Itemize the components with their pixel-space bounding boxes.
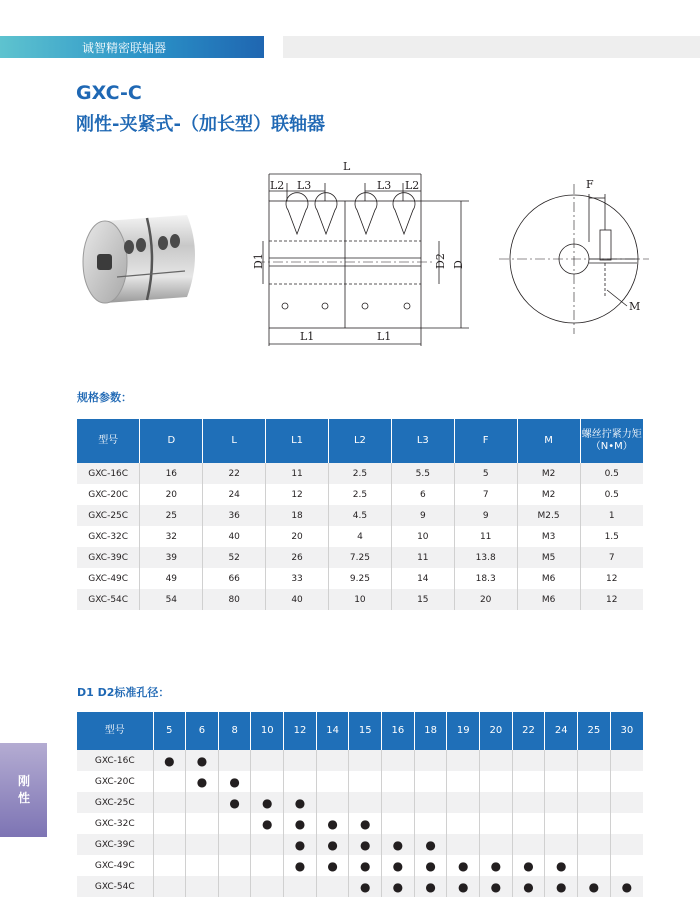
bore-cell-empty [349, 771, 382, 792]
spec-cell-L2: 4.5 [329, 505, 392, 526]
bore-available-dot: ● [186, 750, 219, 771]
bore-header-size: 25 [578, 712, 611, 750]
bore-available-dot: ● [545, 876, 578, 897]
bore-available-dot: ● [218, 771, 251, 792]
bore-cell-empty [316, 792, 349, 813]
spec-header-M: M [517, 419, 580, 463]
spec-cell-M: M6 [517, 568, 580, 589]
dim-label-F: F [586, 178, 594, 191]
bore-cell-empty [284, 876, 317, 897]
bore-cell-empty [251, 855, 284, 876]
bore-cell-model: GXC-25C [77, 792, 153, 813]
bore-cell-empty [610, 813, 643, 834]
spec-cell-model: GXC-54C [77, 589, 140, 610]
bore-cell-empty [382, 813, 415, 834]
bore-available-dot: ● [578, 876, 611, 897]
spec-header-model: 型号 [77, 419, 140, 463]
bore-header-size: 20 [480, 712, 513, 750]
spec-header-D: D [140, 419, 203, 463]
dim-label-L2-left: L2 [270, 179, 285, 192]
bore-cell-empty [480, 813, 513, 834]
bore-section-title: D1 D2标准孔径： [77, 686, 170, 699]
bore-cell-empty [447, 813, 480, 834]
spec-cell-L: 36 [203, 505, 266, 526]
bore-cell-empty [218, 813, 251, 834]
spec-cell-L3: 6 [391, 484, 454, 505]
bore-cell-empty [512, 813, 545, 834]
bore-cell-empty [610, 855, 643, 876]
spec-cell-F: 18.3 [454, 568, 517, 589]
dim-label-L2-right: L2 [405, 179, 420, 192]
dim-label-L1-right: L1 [377, 330, 392, 343]
bore-cell-empty [578, 813, 611, 834]
bore-row [77, 750, 643, 771]
bore-cell-empty [610, 771, 643, 792]
bore-header-model: 型号 [77, 712, 153, 750]
spec-cell-F: 20 [454, 589, 517, 610]
bore-cell-empty [414, 771, 447, 792]
bore-row [77, 771, 643, 792]
dim-label-D2: D2 [434, 253, 447, 269]
bore-cell-empty [480, 771, 513, 792]
spec-cell-D: 16 [140, 463, 203, 484]
product-name: 刚性-夹紧式-（加长型）联轴器 [76, 114, 325, 135]
bore-header-size: 16 [382, 712, 415, 750]
spec-cell-F: 9 [454, 505, 517, 526]
dim-label-M: M [629, 300, 641, 313]
spec-cell-D: 32 [140, 526, 203, 547]
bore-cell-empty [578, 792, 611, 813]
spec-cell-torque: 1 [580, 505, 643, 526]
spec-cell-L1: 11 [266, 463, 329, 484]
spec-cell-D: 25 [140, 505, 203, 526]
bore-cell-empty [218, 876, 251, 897]
bore-header-size: 10 [251, 712, 284, 750]
header-bar-extension [283, 36, 700, 58]
spec-cell-D: 49 [140, 568, 203, 589]
bore-cell-empty [316, 750, 349, 771]
bore-cell-empty [316, 771, 349, 792]
bore-available-dot: ● [480, 855, 513, 876]
bore-cell-empty [349, 750, 382, 771]
spec-cell-L3: 11 [391, 547, 454, 568]
spec-cell-L1: 18 [266, 505, 329, 526]
spec-row [77, 484, 643, 505]
bore-available-dot: ● [349, 834, 382, 855]
bore-cell-empty [512, 771, 545, 792]
bore-cell-empty [545, 834, 578, 855]
bore-cell-empty [251, 771, 284, 792]
spec-cell-model: GXC-20C [77, 484, 140, 505]
bore-cell-empty [284, 771, 317, 792]
spec-cell-L3: 15 [391, 589, 454, 610]
bore-available-dot: ● [382, 876, 415, 897]
bore-cell-empty [578, 855, 611, 876]
header-bar [0, 36, 264, 58]
bore-row [77, 855, 643, 876]
bore-cell-model: GXC-16C [77, 750, 153, 771]
spec-cell-torque: 1.5 [580, 526, 643, 547]
spec-cell-torque: 12 [580, 568, 643, 589]
spec-cell-L1: 40 [266, 589, 329, 610]
bore-available-dot: ● [218, 792, 251, 813]
bore-header-size: 24 [545, 712, 578, 750]
spec-cell-L2: 10 [329, 589, 392, 610]
bore-available-dot: ● [512, 876, 545, 897]
bore-available-dot: ● [414, 834, 447, 855]
spec-cell-L2: 7.25 [329, 547, 392, 568]
bore-cell-empty [414, 750, 447, 771]
spec-cell-F: 7 [454, 484, 517, 505]
bore-cell-empty [251, 876, 284, 897]
coupling-photo [77, 211, 205, 307]
spec-cell-M: M2.5 [517, 505, 580, 526]
bore-cell-empty [186, 876, 219, 897]
spec-row [77, 568, 643, 589]
spec-cell-torque: 0.5 [580, 463, 643, 484]
bore-header-row [77, 712, 643, 750]
bore-available-dot: ● [316, 855, 349, 876]
bore-row [77, 813, 643, 834]
spec-cell-M: M2 [517, 463, 580, 484]
bore-cell-empty [382, 750, 415, 771]
bore-cell-empty [610, 834, 643, 855]
bore-available-dot: ● [512, 855, 545, 876]
bore-cell-model: GXC-54C [77, 876, 153, 897]
bore-available-dot: ● [382, 834, 415, 855]
bore-cell-empty [284, 750, 317, 771]
bore-available-dot: ● [414, 855, 447, 876]
bore-available-dot: ● [447, 876, 480, 897]
spec-row [77, 505, 643, 526]
bore-cell-empty [512, 834, 545, 855]
spec-cell-L: 52 [203, 547, 266, 568]
bore-cell-empty [414, 813, 447, 834]
spec-header-L3: L3 [391, 419, 454, 463]
spec-table [77, 419, 643, 610]
bore-cell-empty [251, 834, 284, 855]
category-side-tab [0, 743, 47, 837]
dim-label-L3-left: L3 [297, 179, 312, 192]
spec-cell-model: GXC-32C [77, 526, 140, 547]
bore-cell-empty [186, 834, 219, 855]
spec-cell-L2: 2.5 [329, 463, 392, 484]
spec-header-L2: L2 [329, 419, 392, 463]
bore-cell-empty [186, 792, 219, 813]
brand-label: 诚智精密联轴器 [82, 41, 167, 55]
bore-cell-empty [545, 750, 578, 771]
spec-cell-D: 39 [140, 547, 203, 568]
spec-header-row [77, 419, 643, 463]
spec-header-torque-label: 螺丝拧紧力矩 [581, 429, 642, 440]
spec-cell-F: 5 [454, 463, 517, 484]
spec-cell-model: GXC-49C [77, 568, 140, 589]
bore-available-dot: ● [414, 876, 447, 897]
spec-cell-F: 13.8 [454, 547, 517, 568]
bore-cell-empty [414, 792, 447, 813]
bore-header-size: 15 [349, 712, 382, 750]
spec-cell-F: 11 [454, 526, 517, 547]
spec-cell-L1: 12 [266, 484, 329, 505]
spec-header-L: L [203, 419, 266, 463]
spec-cell-M: M6 [517, 589, 580, 610]
spec-cell-L3: 14 [391, 568, 454, 589]
bore-cell-empty [186, 813, 219, 834]
bore-cell-empty [480, 834, 513, 855]
spec-row [77, 547, 643, 568]
bore-cell-empty [316, 876, 349, 897]
bore-cell-empty [480, 750, 513, 771]
bore-header-size: 22 [512, 712, 545, 750]
bore-available-dot: ● [316, 813, 349, 834]
spec-cell-L: 22 [203, 463, 266, 484]
bore-cell-empty [447, 792, 480, 813]
spec-cell-model: GXC-39C [77, 547, 140, 568]
spec-cell-L2: 4 [329, 526, 392, 547]
spec-cell-L: 40 [203, 526, 266, 547]
bore-cell-empty [512, 750, 545, 771]
spec-cell-D: 54 [140, 589, 203, 610]
spec-cell-L1: 33 [266, 568, 329, 589]
spec-row [77, 526, 643, 547]
bore-table [77, 712, 643, 897]
bore-cell-empty [349, 792, 382, 813]
dim-label-L: L [343, 160, 351, 173]
bore-cell-empty [578, 750, 611, 771]
bore-cell-model: GXC-20C [77, 771, 153, 792]
bore-cell-empty [610, 750, 643, 771]
bore-available-dot: ● [153, 750, 186, 771]
bore-cell-model: GXC-39C [77, 834, 153, 855]
spec-header-F: F [454, 419, 517, 463]
spec-cell-L: 66 [203, 568, 266, 589]
bore-available-dot: ● [251, 813, 284, 834]
spec-cell-L1: 20 [266, 526, 329, 547]
bore-cell-empty [382, 792, 415, 813]
bore-cell-model: GXC-32C [77, 813, 153, 834]
bore-available-dot: ● [284, 855, 317, 876]
bore-cell-empty [153, 834, 186, 855]
bore-cell-empty [186, 855, 219, 876]
bore-header-size: 5 [153, 712, 186, 750]
bore-available-dot: ● [284, 792, 317, 813]
bore-available-dot: ● [382, 855, 415, 876]
category-side-tab-label: 刚性 [17, 774, 30, 805]
bore-available-dot: ● [447, 855, 480, 876]
spec-cell-M: M5 [517, 547, 580, 568]
bore-header-size: 8 [218, 712, 251, 750]
bore-available-dot: ● [251, 792, 284, 813]
spec-cell-torque: 7 [580, 547, 643, 568]
spec-row [77, 589, 643, 610]
bore-available-dot: ● [284, 813, 317, 834]
spec-cell-D: 20 [140, 484, 203, 505]
bore-cell-empty [447, 771, 480, 792]
bore-cell-empty [610, 792, 643, 813]
bore-header-size: 14 [316, 712, 349, 750]
spec-cell-model: GXC-16C [77, 463, 140, 484]
bore-cell-empty [251, 750, 284, 771]
spec-cell-M: M2 [517, 484, 580, 505]
spec-cell-L2: 2.5 [329, 484, 392, 505]
bore-cell-empty [447, 834, 480, 855]
bore-cell-empty [545, 813, 578, 834]
spec-cell-L2: 9.25 [329, 568, 392, 589]
bore-available-dot: ● [284, 834, 317, 855]
bore-cell-empty [153, 813, 186, 834]
bore-header-size: 19 [447, 712, 480, 750]
technical-drawing [245, 150, 660, 360]
bore-cell-empty [218, 834, 251, 855]
bore-available-dot: ● [316, 834, 349, 855]
bore-cell-empty [153, 771, 186, 792]
spec-header-torque-unit: （N•M） [590, 441, 633, 452]
spec-cell-model: GXC-25C [77, 505, 140, 526]
bore-cell-empty [447, 750, 480, 771]
bore-header-size: 18 [414, 712, 447, 750]
bore-row [77, 876, 643, 897]
bore-available-dot: ● [610, 876, 643, 897]
spec-cell-L3: 5.5 [391, 463, 454, 484]
bore-row [77, 792, 643, 813]
spec-cell-M: M3 [517, 526, 580, 547]
bore-cell-empty [512, 792, 545, 813]
spec-row [77, 463, 643, 484]
product-code: GXC-C [76, 82, 142, 104]
bore-available-dot: ● [349, 855, 382, 876]
bore-header-size: 30 [610, 712, 643, 750]
bore-cell-empty [480, 792, 513, 813]
spec-header-torque [580, 419, 643, 463]
spec-section-title: 规格参数： [77, 391, 132, 404]
dim-label-L3-right: L3 [377, 179, 392, 192]
spec-cell-L: 80 [203, 589, 266, 610]
bore-available-dot: ● [480, 876, 513, 897]
spec-cell-L1: 26 [266, 547, 329, 568]
spec-cell-torque: 0.5 [580, 484, 643, 505]
bore-available-dot: ● [545, 855, 578, 876]
dim-label-D: D [452, 260, 465, 269]
bore-cell-empty [153, 855, 186, 876]
bore-cell-empty [153, 876, 186, 897]
bore-available-dot: ● [349, 813, 382, 834]
spec-cell-L3: 9 [391, 505, 454, 526]
bore-cell-model: GXC-49C [77, 855, 153, 876]
bore-header-size: 12 [284, 712, 317, 750]
bore-cell-empty [153, 792, 186, 813]
bore-cell-empty [382, 771, 415, 792]
bore-cell-empty [218, 750, 251, 771]
spec-header-L1: L1 [266, 419, 329, 463]
bore-cell-empty [545, 792, 578, 813]
spec-cell-torque: 12 [580, 589, 643, 610]
spec-cell-L3: 10 [391, 526, 454, 547]
dim-label-D1: D1 [252, 253, 265, 269]
bore-cell-empty [545, 771, 578, 792]
bore-cell-empty [578, 834, 611, 855]
bore-row [77, 834, 643, 855]
bore-available-dot: ● [186, 771, 219, 792]
bore-header-size: 6 [186, 712, 219, 750]
bore-available-dot: ● [349, 876, 382, 897]
spec-cell-L: 24 [203, 484, 266, 505]
bore-cell-empty [218, 855, 251, 876]
bore-cell-empty [578, 771, 611, 792]
dim-label-L1-left: L1 [300, 330, 315, 343]
